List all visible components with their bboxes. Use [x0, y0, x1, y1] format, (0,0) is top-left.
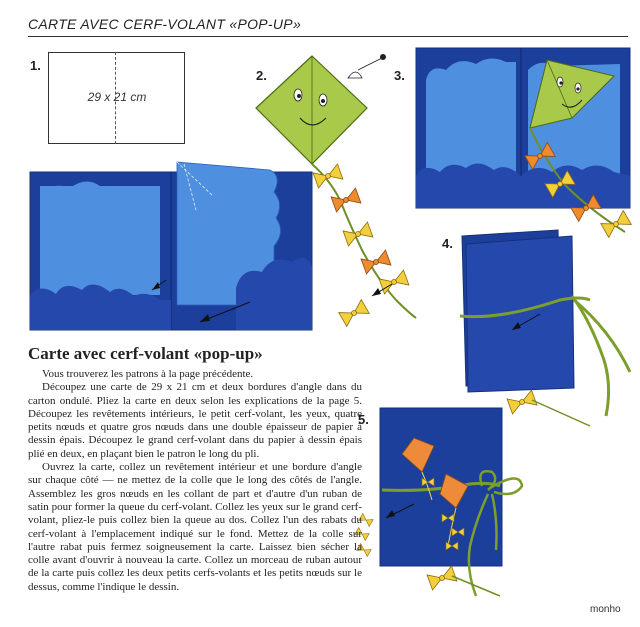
- instructions-text: [28, 368, 362, 594]
- open-card-with-kite-illustration: [416, 48, 631, 237]
- step-3-number: 3.: [394, 68, 405, 83]
- page-header: CARTE AVEC CERF-VOLANT «POP-UP»: [28, 16, 302, 32]
- card-dimensions: 29 x 21 cm: [87, 90, 147, 104]
- decorated-card-illustration: [355, 408, 522, 596]
- instructions-paragraph-2: Découpez une carte de 29 x 21 cm et deux bordures d'angle dans du carton ondulé. Pliez la carte en deux selon les explications de la page 5. Découpez les revêtements intérieurs, le petit cerf-volant, les yeux, quatre petits nœuds et quatre gros nœuds dans une double épaisseur de papier à dessin épais. Découpez le grand cerf-volant dans du papier à dessin épais plié en deux, en plaçant bien le patron le long du pli.: [28, 381, 362, 460]
- instructions-paragraph-1: Vous trouverez les patrons à la page précédente.: [42, 368, 254, 380]
- step-5-number: 5.: [358, 412, 369, 427]
- section-title: Carte avec cerf-volant «pop-up»: [28, 344, 263, 363]
- signature: monho: [590, 604, 621, 615]
- instructions-paragraph-3: Ouvrez la carte, collez un revêtement intérieur et une bordure d'angle sur chaque côté — ne mettez de la colle que le long des côtés de l'angle. Assemblez les gros nœuds en les collant de part et d'autre d'un ruban de satin pour former la queue du cerf-volant. Collez les yeux sur le grand cerf-volant, pliez-le puis collez bien la queue au dos. Collez l'un des rabats du cerf-volant à l'emplacement indiqué sur le fond. Mettez de la colle sur l'autre rabat puis fermez soigneusement la carte. Laissez bien sécher la colle avant d'ouvrir à nouveau la carte. Collez un morceau de ruban autour de la carte puis collez les deux petits cerfs-volants et les petits nœuds sur le dessus, comme l'indique le dessin.: [28, 461, 362, 593]
- open-card-illustration: [30, 162, 312, 330]
- closed-card-with-ribbon-illustration: [460, 230, 630, 426]
- step-1-number: 1.: [30, 58, 41, 73]
- step-4-number: 4.: [442, 236, 453, 251]
- step-2-number: 2.: [256, 68, 267, 83]
